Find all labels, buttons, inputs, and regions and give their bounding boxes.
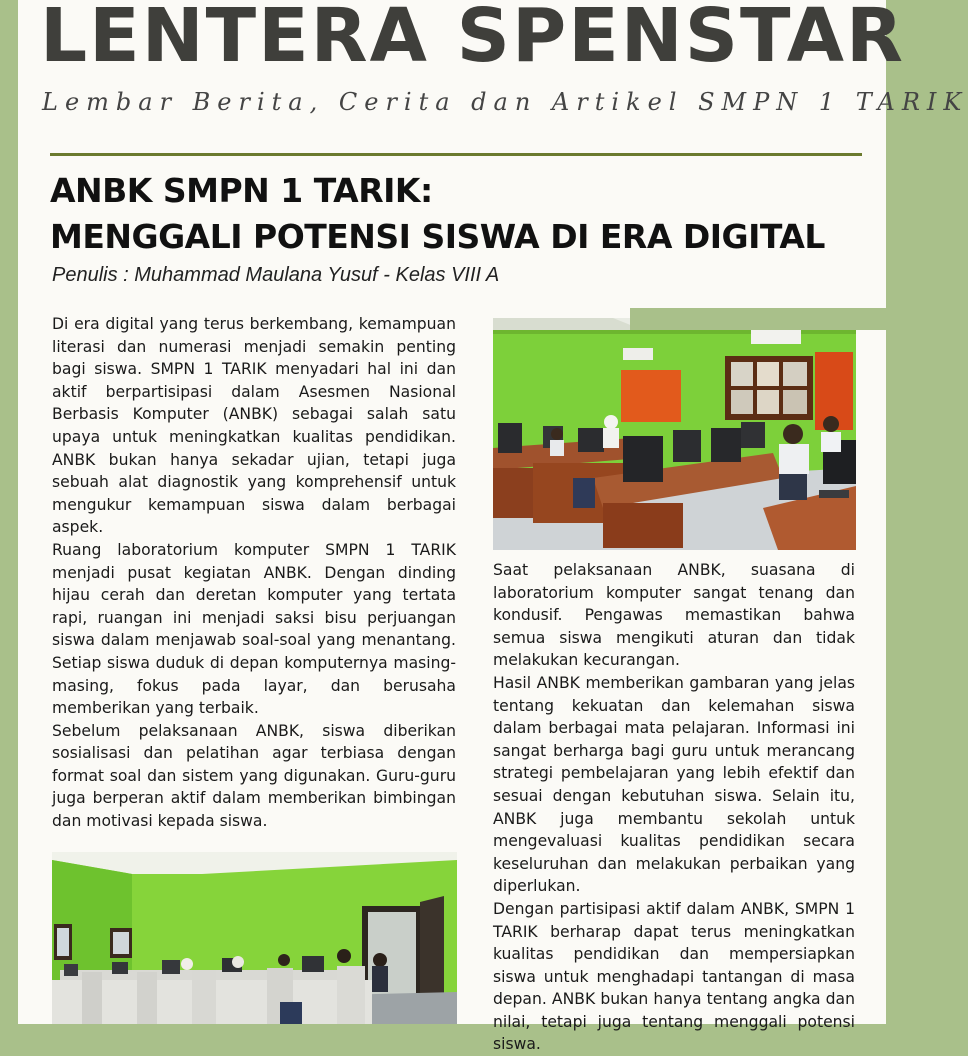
- paragraph: Di era digital yang terus berkembang, kemampuan literasi dan numerasi menjadi semakin penting bagi siswa. SMPN 1 TARIK menyadari hal ini dan aktif berpartisipasi dalam Asesmen Nasional Berbasis Komputer (ANBK) sebagai salah satu upaya untuk meningkatkan kualitas pendidikan. ANBK bukan hanya sekadar ujian, tetapi juga sebuah alat diagnostik yang komprehensif untuk mengukur kemampuan siswa dalam berbagai aspek.: [52, 315, 456, 537]
- article-author: Penulis : Muhammad Maulana Yusuf - Kelas VIII A: [52, 264, 500, 286]
- masthead-title: LENTERA SPENSTAR: [40, 0, 905, 79]
- lab-rows-photo: [52, 852, 457, 1024]
- paragraph: Ruang laboratorium komputer SMPN 1 TARIK menjadi pusat kegiatan ANBK. Dengan dinding hijau cerah dan deretan komputer yang tertata rapi, ruangan ini menjadi saksi bisu perjuangan siswa dalam menjawab soal-soal yang menantang. Setiap siswa duduk di depan komputernya masing-masing, fokus pada layar, dan berusaha memberikan yang terbaik.: [52, 540, 456, 718]
- header-divider: [50, 153, 862, 156]
- article-column-right: [493, 559, 855, 1056]
- computer-lab-illustration: [493, 318, 856, 550]
- paragraph: Hasil ANBK memberikan gambaran yang jelas tentang kekuatan dan kelemahan siswa dalam berbagai mata pelajaran. Informasi ini sangat berharga bagi guru untuk merancang strategi pembelajaran yang lebih efektif dan sesuai dengan kebutuhan siswa. Selain itu, ANBK juga membantu sekolah untuk mengevaluasi kualitas pendidikan secara keseluruhan dan melakukan perbaikan yang diperlukan.: [493, 673, 855, 896]
- masthead-tagline: Lembar Berita, Cerita dan Artikel SMPN 1 TARIK: [42, 88, 968, 116]
- article-column-left: [52, 313, 456, 833]
- article-headline: [50, 168, 880, 260]
- newsletter-page: [18, 0, 968, 1054]
- paragraph: Dengan partisipasi aktif dalam ANBK, SMPN 1 TARIK berharap dapat terus meningkatkan kualitas pendidikan dan mempersiapkan siswa untuk menghadapi tantangan di masa depan. ANBK bukan hanya tentang angka dan nilai, tetapi juga tentang menggali potensi siswa.: [493, 899, 855, 1054]
- decorative-green-tab: [630, 308, 905, 330]
- lab-rows-illustration: [52, 852, 457, 1024]
- paragraph: Sebelum pelaksanaan ANBK, siswa diberikan sosialisasi dan pelatihan agar terbiasa dengan format soal dan sistem yang digunakan. Guru-guru juga berperan aktif dalam memberikan bimbingan dan motivasi kepada siswa.: [52, 721, 456, 831]
- headline-line-1: ANBK SMPN 1 TARIK:: [50, 171, 433, 210]
- paragraph: Saat pelaksanaan ANBK, suasana di laboratorium komputer sangat tenang dan kondusif. Pengawas memastikan bahwa semua siswa mengikuti aturan dan tidak melakukan kecurangan.: [493, 561, 855, 670]
- headline-line-2: MENGGALI POTENSI SISWA DI ERA DIGITAL: [50, 217, 825, 256]
- computer-lab-photo: [493, 318, 856, 550]
